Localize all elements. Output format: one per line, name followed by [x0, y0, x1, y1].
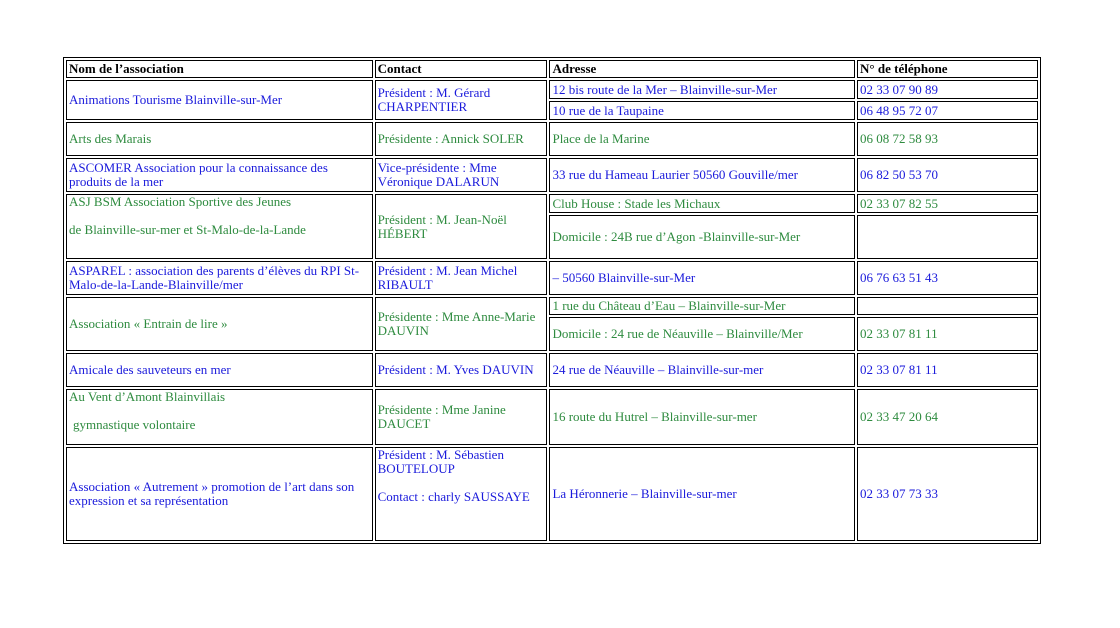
association-phone	[857, 215, 1038, 259]
header-address: Adresse	[549, 60, 855, 78]
table-row	[66, 261, 1038, 295]
association-address: 24 rue de Néauville – Blainville-sur-mer	[549, 353, 855, 387]
association-phone: 02 33 07 82 55	[857, 194, 1038, 213]
association-contact: Président : M. Gérard CHARPENTIER	[375, 80, 548, 120]
association-contact: Présidente : Mme Janine DAUCET	[375, 389, 548, 445]
table-row	[66, 297, 1038, 315]
association-name: ASCOMER Association pour la connaissance des produits de la mer	[66, 158, 373, 192]
association-name-line1: Au Vent d’Amont Blainvillais	[69, 389, 226, 404]
association-phone: 06 48 95 72 07	[857, 101, 1038, 120]
association-contact: Présidente : Mme Anne-Marie DAUVIN	[375, 297, 548, 351]
association-contact: Vice-présidente : Mme Véronique DALARUN	[375, 158, 548, 192]
association-address: 16 route du Hutrel – Blainville-sur-mer	[549, 389, 855, 445]
association-contact-line2: Contact : charly SAUSSAYE	[377, 489, 530, 504]
table-row	[66, 194, 1038, 213]
association-contact: Président : M. Yves DAUVIN	[375, 353, 548, 387]
association-address: – 50560 Blainville-sur-Mer	[549, 261, 855, 295]
association-phone: 06 08 72 58 93	[857, 122, 1038, 156]
association-phone: 02 33 07 81 11	[857, 317, 1038, 351]
association-phone	[857, 297, 1038, 315]
association-phone: 02 33 07 90 89	[857, 80, 1038, 99]
header-row	[66, 60, 1038, 78]
association-name: Animations Tourisme Blainville-sur-Mer	[66, 80, 373, 120]
associations-table	[63, 57, 1041, 544]
table-row	[66, 353, 1038, 387]
header-contact: Contact	[375, 60, 548, 78]
association-name-line2: gymnastique volontaire	[73, 417, 196, 432]
association-address: Domicile : 24B rue d’Agon -Blainville-sur-Mer	[549, 215, 855, 259]
association-name	[66, 194, 373, 259]
header-phone: N° de téléphone	[857, 60, 1038, 78]
association-name: Arts des Marais	[66, 122, 373, 156]
table-row	[66, 122, 1038, 156]
association-name: Amicale des sauveteurs en mer	[66, 353, 373, 387]
association-name: ASPAREL : association des parents d’élèves du RPI St-Malo-de-la-Lande-Blainville/mer	[66, 261, 373, 295]
association-phone: 02 33 07 81 11	[857, 353, 1038, 387]
association-address: 10 rue de la Taupaine	[549, 101, 855, 120]
association-address: 12 bis route de la Mer – Blainville-sur-Mer	[549, 80, 855, 99]
association-address: Place de la Marine	[549, 122, 855, 156]
association-address: Domicile : 24 rue de Néauville – Blainville/Mer	[549, 317, 855, 351]
association-contact: Président : M. Jean Michel RIBAULT	[375, 261, 548, 295]
association-name-line1: ASJ BSM Association Sportive des Jeunes	[69, 194, 292, 209]
table-row	[66, 80, 1038, 99]
association-contact	[375, 447, 548, 541]
association-phone: 02 33 07 73 33	[857, 447, 1038, 541]
association-phone: 06 82 50 53 70	[857, 158, 1038, 192]
association-contact: Présidente : Annick SOLER	[375, 122, 548, 156]
association-name-line2: de Blainville-sur-mer et St-Malo-de-la-Lande	[69, 222, 306, 237]
header-name: Nom de l’association	[66, 60, 373, 78]
association-contact-line1: Président : M. Sébastien BOUTELOUP	[377, 447, 504, 476]
association-address: Club House : Stade les Michaux	[549, 194, 855, 213]
table-row	[66, 447, 1038, 541]
association-address: La Héronnerie – Blainville-sur-mer	[549, 447, 855, 541]
association-phone: 02 33 47 20 64	[857, 389, 1038, 445]
association-phone: 06 76 63 51 43	[857, 261, 1038, 295]
association-name	[66, 389, 373, 445]
association-contact: Président : M. Jean-Noël HÉBERT	[375, 194, 548, 259]
association-address: 33 rue du Hameau Laurier 50560 Gouville/mer	[549, 158, 855, 192]
association-name: Association « Autrement » promotion de l’art dans son expression et sa représentation	[66, 447, 373, 541]
table-row	[66, 389, 1038, 445]
association-address: 1 rue du Château d’Eau – Blainville-sur-Mer	[549, 297, 855, 315]
table-row	[66, 158, 1038, 192]
association-name: Association « Entrain de lire »	[66, 297, 373, 351]
